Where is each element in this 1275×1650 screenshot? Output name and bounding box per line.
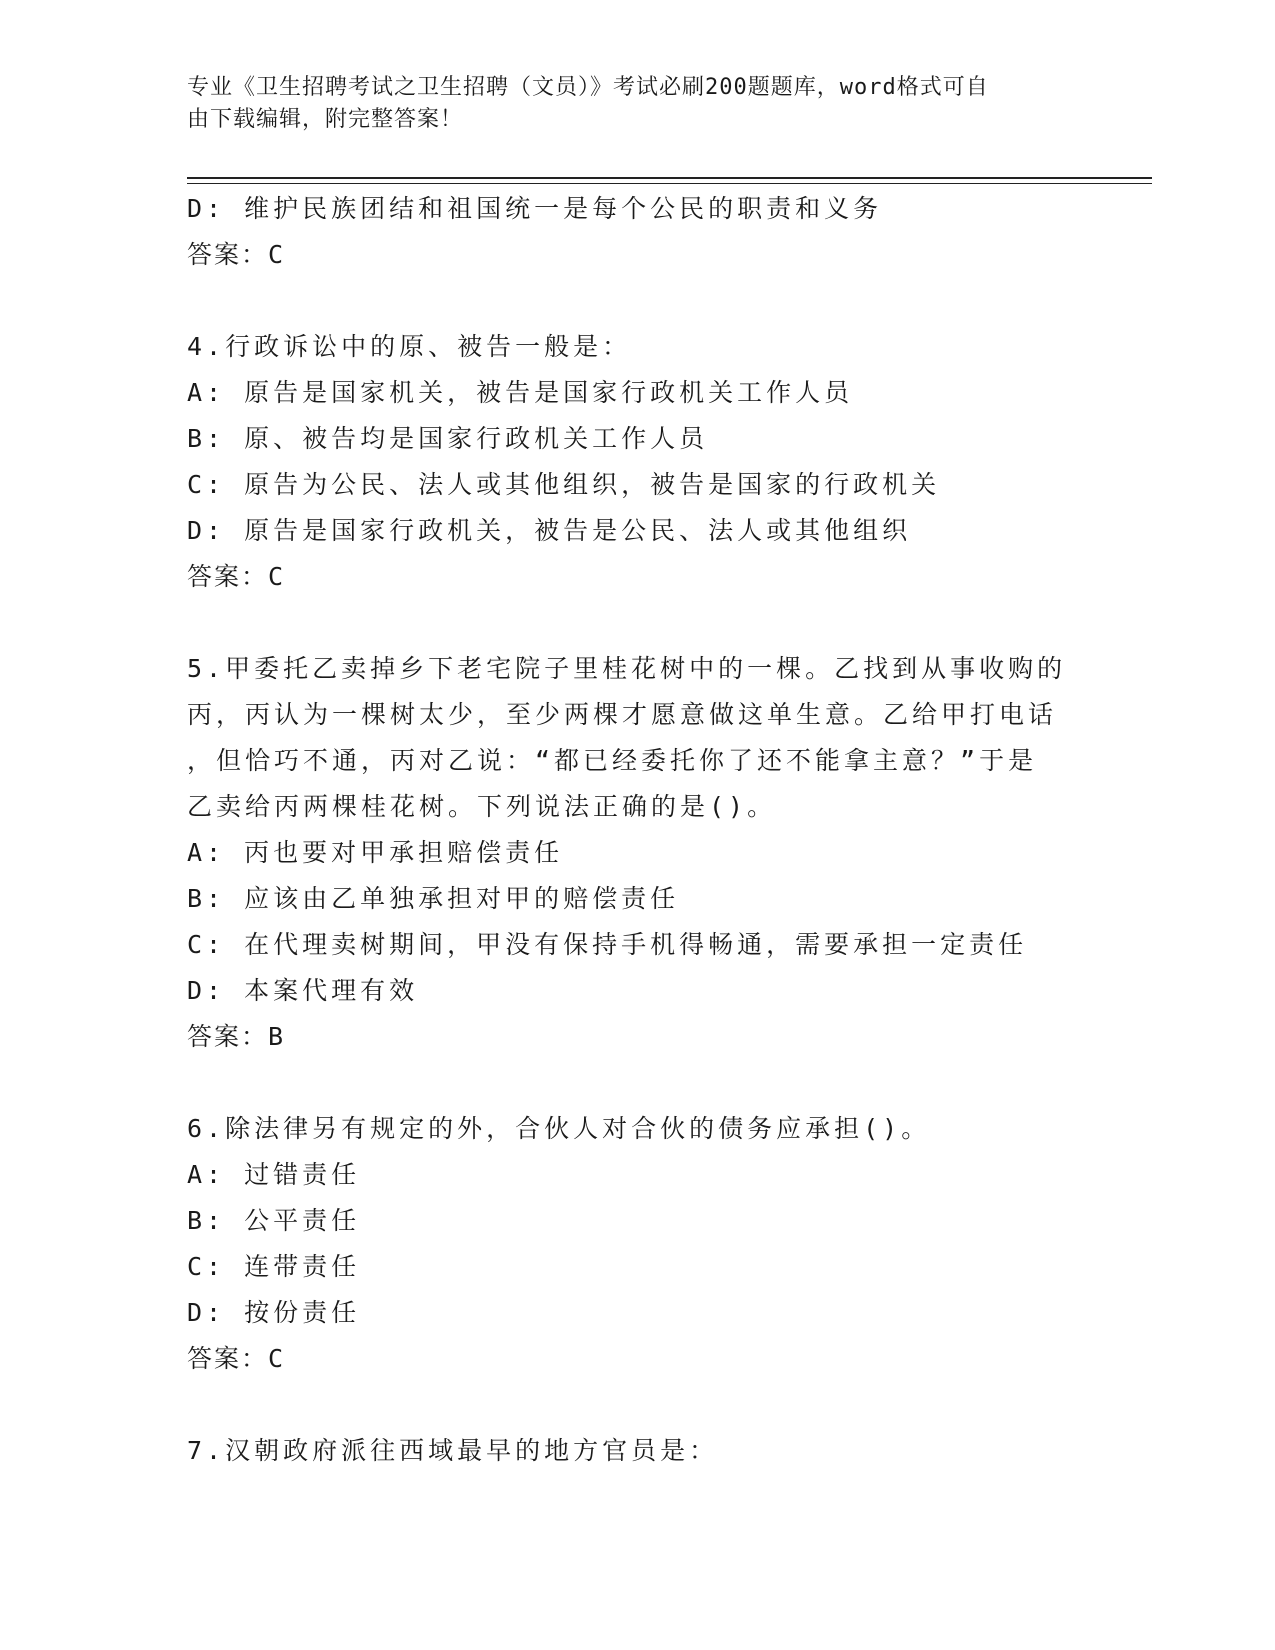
question-4-stem: 4.行政诉讼中的原、被告一般是：: [187, 332, 632, 361]
question-4-option-c: C: 原告为公民、法人或其他组织，被告是国家的行政机关: [187, 470, 941, 499]
question-5-option-d: D: 本案代理有效: [187, 976, 419, 1005]
document-header: [187, 72, 1067, 136]
question-5-stem-line-2: 丙，丙认为一棵树太少，至少两棵才愿意做这单生意。乙给甲打电话: [187, 700, 1058, 729]
question-5-option-a: A: 丙也要对甲承担赔偿责任: [187, 838, 564, 867]
question-4-option-d: D: 原告是国家行政机关，被告是公民、法人或其他组织: [187, 516, 912, 545]
header-rule-thin: [187, 183, 1152, 184]
question-6: [187, 1106, 1087, 1382]
question-4-option-b: B: 原、被告均是国家行政机关工作人员: [187, 424, 709, 453]
question-5-stem-line-4: 乙卖给丙两棵桂花树。下列说法正确的是()。: [187, 792, 777, 821]
question-5-option-b: B: 应该由乙单独承担对甲的赔偿责任: [187, 884, 680, 913]
header-rule-thick: [187, 177, 1152, 179]
question-list: [187, 186, 1087, 1474]
question-6-option-a: A: 过错责任: [187, 1160, 361, 1189]
spacer: [187, 600, 1087, 646]
question-6-option-b: B: 公平责任: [187, 1206, 361, 1235]
question-4: [187, 324, 1087, 600]
question-4-option-a: A: 原告是国家机关，被告是国家行政机关工作人员: [187, 378, 854, 407]
question-5-stem-line-1: 5.甲委托乙卖掉乡下老宅院子里桂花树中的一棵。乙找到从事收购的: [187, 654, 1067, 683]
question-7-stem: 7.汉朝政府派往西域最早的地方官员是：: [187, 1436, 719, 1465]
question-5: [187, 646, 1087, 1060]
question-6-stem: 6.除法律另有规定的外，合伙人对合伙的债务应承担()。: [187, 1114, 931, 1143]
question-5-answer: 答案：B: [187, 1022, 286, 1051]
question-5-stem-line-3: ，但恰巧不通，丙对乙说：“都已经委托你了还不能拿主意？”于是: [187, 746, 1038, 775]
question-5-option-c: C: 在代理卖树期间，甲没有保持手机得畅通，需要承担一定责任: [187, 930, 1028, 959]
spacer: [187, 1382, 1087, 1428]
question-3-answer: 答案：C: [187, 240, 286, 269]
question-7: [187, 1428, 1087, 1474]
question-3: [187, 186, 1087, 278]
question-4-answer: 答案：C: [187, 562, 286, 591]
spacer: [187, 278, 1087, 324]
spacer: [187, 1060, 1087, 1106]
question-6-answer: 答案：C: [187, 1344, 286, 1373]
question-6-option-d: D: 按份责任: [187, 1298, 361, 1327]
header-line-2: 由下载编辑，附完整答案！: [187, 107, 464, 132]
header-line-1: 专业《卫生招聘考试之卫生招聘（文员）》考试必刷200题题库，word格式可自: [187, 75, 989, 100]
question-3-option-d: D: 维护民族团结和祖国统一是每个公民的职责和义务: [187, 194, 883, 223]
question-6-option-c: C: 连带责任: [187, 1252, 361, 1281]
